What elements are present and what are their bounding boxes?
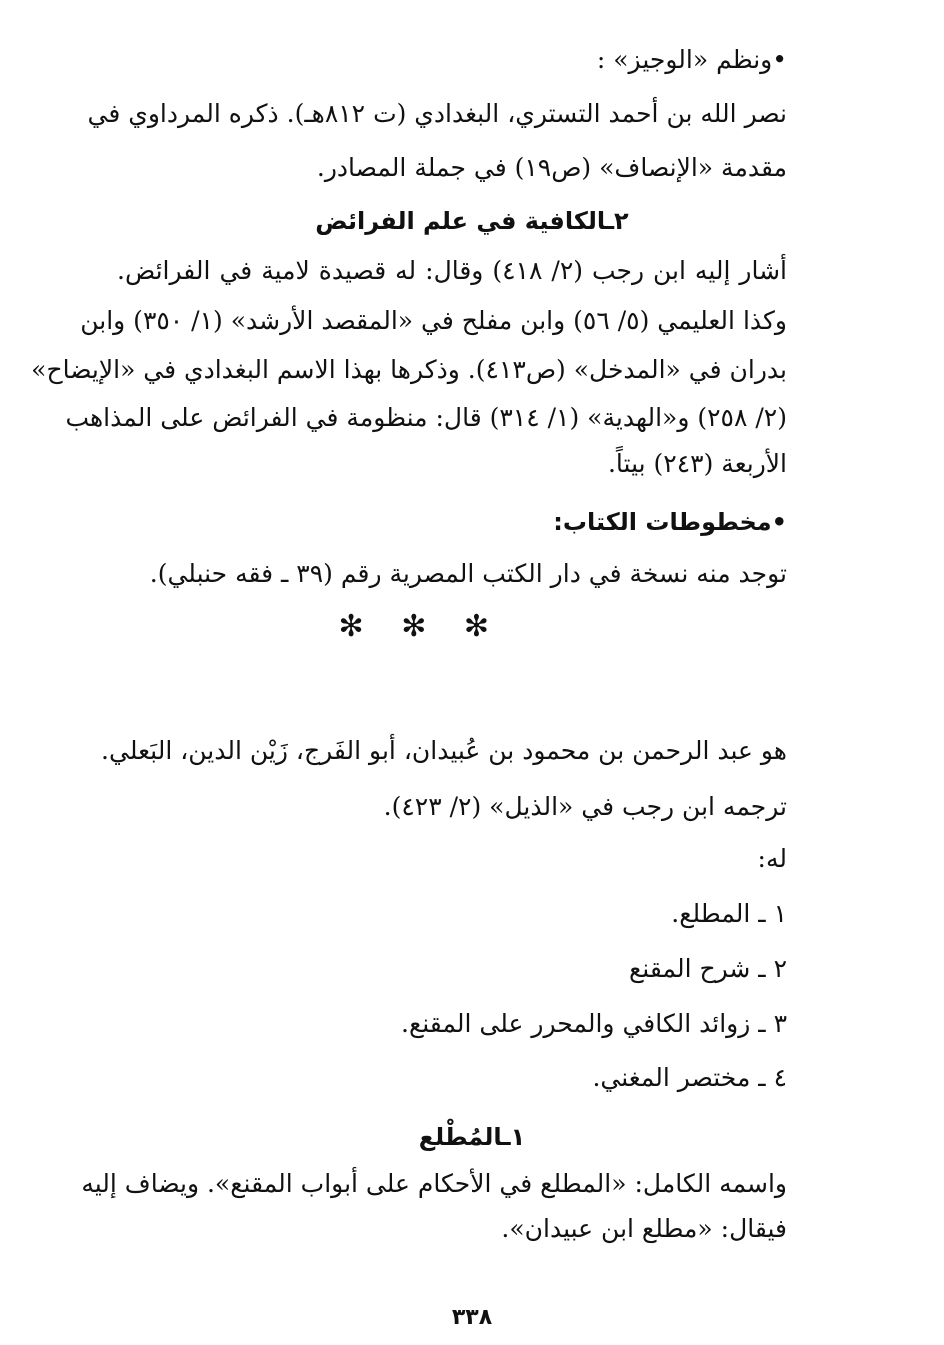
paragraph-line: بدران في «المدخل» (ص٤١٣). وذكرها بهذا الاسم البغدادي في «الإيضاح» <box>31 355 787 384</box>
manuscripts-title: •مخطوطات الكتاب: <box>553 508 787 536</box>
paragraph-line: نصر الله بن أحمد التستري، البغدادي (ت ٨١٢هـ). ذكره المرداوي في <box>87 99 787 128</box>
works-list-item: ٢ ـ شرح المقنع <box>629 954 787 983</box>
paragraph-line: (٢/ ٢٥٨) و«الهدية» (١/ ٣١٤) قال: منظومة في الفرائض على المذاهب <box>65 403 787 432</box>
section-heading-kafiya: ٢ـالكافية في علم الفرائض <box>315 207 629 235</box>
biography-line: ترجمه ابن رجب في «الذيل» (٢/ ٤٢٣). <box>383 792 787 821</box>
works-list-item: ١ ـ المطلع. <box>671 899 787 928</box>
works-list-item: ٣ ـ زوائد الكافي والمحرر على المقنع. <box>401 1009 787 1038</box>
separator-stars: ✻ ✻ ✻ <box>338 609 503 644</box>
works-label: له: <box>757 844 787 873</box>
paragraph-line: واسمه الكامل: «المطلع في الأحكام على أبواب المقنع». ويضاف إليه <box>81 1169 787 1198</box>
biography-line: هو عبد الرحمن بن محمود بن عُبيدان، أبو الفَرج، زَيْن الدين، البَعلي. <box>101 736 787 765</box>
paragraph-line: الأربعة (٢٤٣) بيتاً. <box>607 449 787 478</box>
paragraph-line: وكذا العليمي (٥/ ٥٦) وابن مفلح في «المقصد الأرشد» (١/ ٣٥٠) وابن <box>80 306 787 335</box>
paragraph-line: فيقال: «مطلع ابن عبيدان». <box>501 1214 787 1243</box>
section-heading-mutla: ١ـالمُطْلع <box>418 1123 526 1151</box>
paragraph-line: أشار إليه ابن رجب (٢/ ٤١٨) وقال: له قصيدة لامية في الفرائض. <box>117 256 787 285</box>
paragraph-line: مقدمة «الإنصاف» (ص١٩) في جملة المصادر. <box>316 153 787 182</box>
works-list-item: ٤ ـ مختصر المغني. <box>592 1063 787 1092</box>
page-number: ٣٣٨ <box>451 1305 493 1330</box>
manuscripts-text: توجد منه نسخة في دار الكتب المصرية رقم (٣٩ ـ فقه حنبلي). <box>149 559 787 588</box>
wajiz-poem-title: •ونظم «الوجيز» : <box>596 45 787 74</box>
